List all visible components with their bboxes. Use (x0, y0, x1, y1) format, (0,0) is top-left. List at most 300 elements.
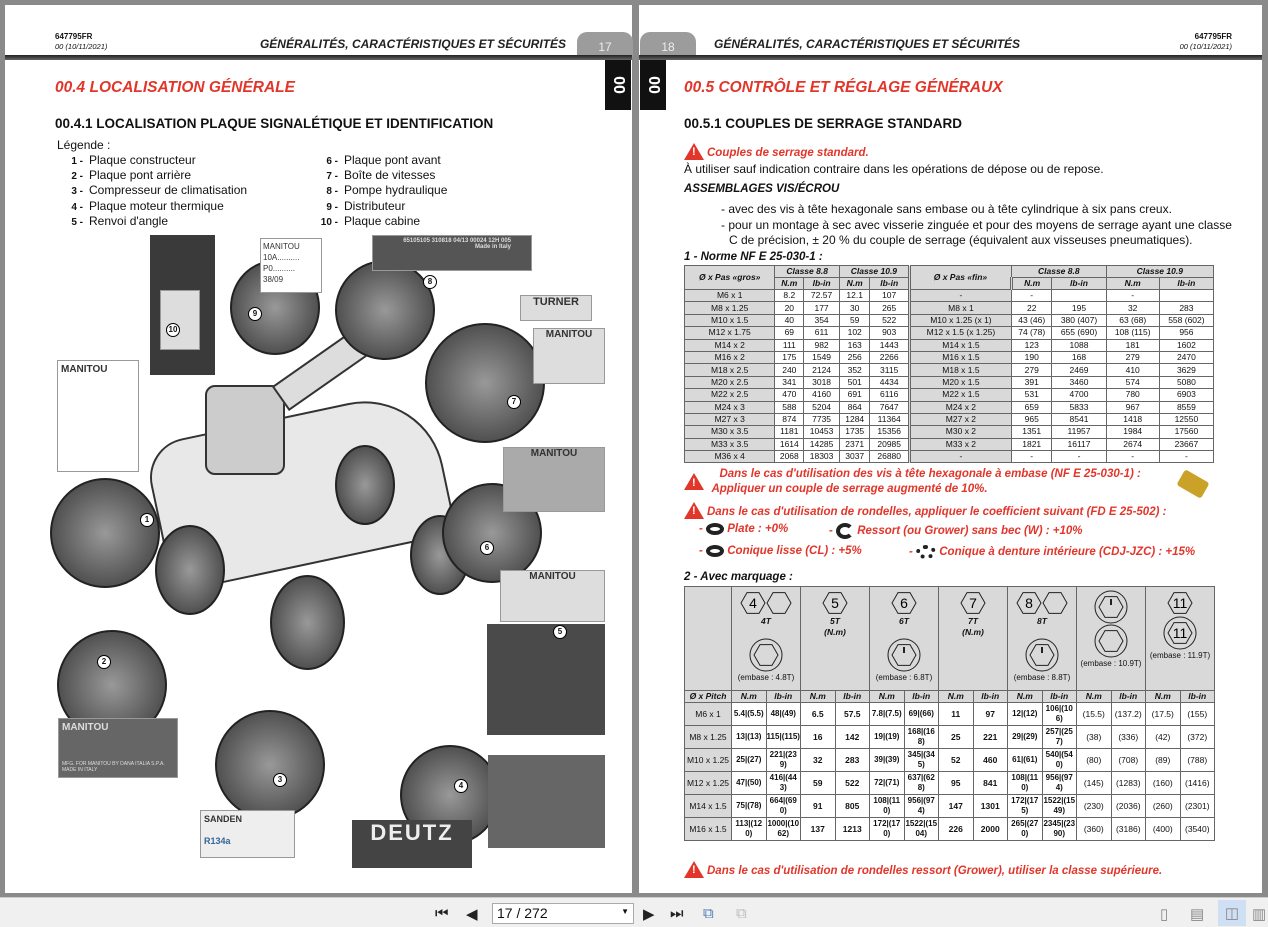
table-row (685, 351, 1214, 363)
bullet-text: - avec des vis à tête hexagonale sans embase ou à tête cylindrique à six pans creux. (721, 202, 1172, 216)
torque-cell: 956|(974) (904, 795, 939, 818)
size-cell: M22 x 1.5 (909, 389, 1011, 401)
callout-7: 7 (507, 395, 521, 409)
unit-header: lb-in (1042, 691, 1077, 703)
legend-number: 7 - (326, 171, 338, 183)
legend-number: 3 - (71, 186, 83, 198)
size-cell: M6 x 1 (685, 290, 775, 302)
unit-header: lb-in (1052, 278, 1106, 290)
column-header: Ø x Pas «fin» (909, 266, 1011, 290)
torque-cell: 7735 (804, 413, 840, 425)
legend-item (55, 168, 191, 182)
unit-header: lb-in (766, 691, 801, 703)
bolt-head-marking-icon (740, 590, 766, 616)
size-cell: M24 x 2 (909, 401, 1011, 413)
torque-cell: 221|(239) (766, 749, 801, 772)
torque-cell: 108|(110) (870, 795, 905, 818)
table-row (685, 376, 1214, 388)
torque-cell: 4160 (804, 389, 840, 401)
torque-cell: - (1159, 451, 1213, 463)
wheel (155, 525, 225, 615)
page-select[interactable]: 17 / 272 ▼ (492, 903, 634, 924)
size-cell: M22 x 2.5 (685, 389, 775, 401)
torque-cell: (145) (1077, 772, 1112, 795)
marking-group-3 (870, 587, 939, 691)
table-row (685, 772, 1215, 795)
torque-cell: 3629 (1159, 364, 1213, 376)
embase-label: (embase : 4.8T) (737, 673, 795, 682)
callout-3: 3 (273, 773, 287, 787)
size-cell: M27 x 3 (685, 413, 775, 425)
torque-cell: 1549 (804, 351, 840, 363)
torque-cell: 1602 (1159, 339, 1213, 351)
page-number-tab: 17 (577, 32, 633, 57)
torque-cell: 2124 (804, 364, 840, 376)
callout-8: 8 (423, 275, 437, 289)
sanden-label: SANDEN R134a (200, 810, 295, 858)
rear-axle-plate: MANITOU MFG. FOR MANITOU BY DANA ITALIA S.P.A. MADE IN ITALY (58, 718, 178, 778)
torque-cell: 1522|(1504) (904, 818, 939, 841)
torque-cell: 8.2 (775, 290, 804, 302)
legend-item (55, 153, 196, 167)
viewer-toolbar (0, 897, 1268, 927)
torque-cell: (15.5) (1077, 703, 1112, 726)
torque-cell: (42) (1146, 726, 1181, 749)
torque-cell: 48|(49) (766, 703, 801, 726)
cab-tag: MANITOU 10A.......... P0.......... 38/09 (260, 238, 322, 293)
torque-cell: 3018 (804, 376, 840, 388)
size-cell: M8 x 1 (909, 302, 1011, 314)
size-cell: M30 x 3.5 (685, 426, 775, 438)
legend-item (310, 199, 405, 213)
torque-cell: 380 (407) (1052, 314, 1106, 326)
table-row (685, 749, 1215, 772)
torque-cell: 63 (68) (1106, 314, 1159, 326)
legend-number: 10 - (320, 216, 338, 228)
torque-cell: 12|(12) (1008, 703, 1043, 726)
legend-label: Légende : (57, 138, 111, 152)
compressor-photo (215, 710, 325, 820)
warning-icon (684, 143, 704, 160)
legend-number: 2 - (71, 171, 83, 183)
torque-cell: 805 (835, 795, 870, 818)
table-row (685, 314, 1214, 326)
bolt-head-marking-icon (749, 638, 783, 672)
continuous-view-icon[interactable]: ▤ (1190, 906, 1205, 923)
torque-cell: 5204 (804, 401, 840, 413)
torque-cell: 522 (835, 772, 870, 795)
torque-cell: 352 (839, 364, 870, 376)
washer-plate: - Plate : +0% (699, 523, 789, 536)
unit-header: N.m (1008, 691, 1043, 703)
doc-date: 00 (10/11/2021) (1179, 42, 1232, 51)
bolt-head-marking-icon (1025, 638, 1059, 672)
torque-cell: 72.57 (804, 290, 840, 302)
legend-number: 9 - (326, 201, 338, 213)
legend-text: Plaque moteur thermique (89, 198, 224, 213)
torque-cell: 501 (839, 376, 870, 388)
torque-cell: (160) (1146, 772, 1181, 795)
torque-cell: 611 (804, 327, 840, 339)
size-cell: M10 x 1.25 (685, 749, 732, 772)
torque-cell: 3115 (870, 364, 909, 376)
torque-cell: 903 (870, 327, 909, 339)
torque-cell: - (1106, 451, 1159, 463)
next-page-button[interactable]: ▶ (643, 906, 655, 923)
torque-cell: 91 (801, 795, 836, 818)
size-cell: M6 x 1 (685, 703, 732, 726)
toothed-washer-icon (916, 545, 936, 559)
torque-cell: 4700 (1052, 389, 1106, 401)
norm-heading: 1 - Norme NF E 25-030-1 : (684, 251, 823, 263)
torque-cell: 11957 (1052, 426, 1106, 438)
chevron-down-icon: ▼ (621, 907, 629, 916)
size-cell: M16 x 2 (685, 351, 775, 363)
size-cell: M16 x 1.5 (909, 351, 1011, 363)
size-cell: M14 x 2 (685, 339, 775, 351)
torque-cell: 257|(257) (1042, 726, 1077, 749)
torque-cell: 841 (973, 772, 1008, 795)
legend-number: 8 - (326, 186, 338, 198)
unit-header: N.m (1106, 278, 1159, 290)
unit-header: lb-in (1111, 691, 1146, 703)
size-cell: M10 x 1.25 (x 1) (909, 314, 1011, 326)
size-cell: - (909, 290, 1011, 302)
single-page-view-icon[interactable]: ▯ (1160, 906, 1169, 923)
torque-cell: 283 (835, 749, 870, 772)
torque-cell: (2036) (1111, 795, 1146, 818)
class-label: 5T (830, 616, 840, 626)
torque-cell: 163 (839, 339, 870, 351)
subsection-title: 00.5.1 COUPLES DE SERRAGE STANDARD (684, 116, 963, 131)
torque-cell: (3540) (1180, 818, 1215, 841)
torque-cell: 2266 (870, 351, 909, 363)
marking-group-6 (1077, 587, 1146, 691)
torque-cell: 137 (801, 818, 836, 841)
unit-header: N.m (775, 278, 804, 290)
torque-cell: 6903 (1159, 389, 1213, 401)
legend-item (310, 183, 447, 197)
torque-cell: 74 (78) (1011, 327, 1051, 339)
legend-number: 4 - (71, 201, 83, 213)
size-cell: M16 x 1.5 (685, 818, 732, 841)
torque-cell: 691 (839, 389, 870, 401)
bolt-head-marking-icon (1094, 624, 1128, 658)
torque-cell: - (1106, 290, 1159, 302)
unit-header: N.m (839, 278, 870, 290)
angle-drive-plate: MANITOU (500, 570, 605, 622)
size-cell: M8 x 1.25 (685, 302, 775, 314)
torque-cell: 1000|(1062) (766, 818, 801, 841)
cab (205, 385, 285, 475)
left-page (5, 5, 632, 893)
torque-cell: 57.5 (835, 703, 870, 726)
bolt-head-marking-icon (1016, 590, 1042, 616)
torque-cell: 1443 (870, 339, 909, 351)
torque-cell: 864 (839, 401, 870, 413)
torque-cell: 16117 (1052, 438, 1106, 450)
torque-cell: 8559 (1159, 401, 1213, 413)
two-page-view-icon[interactable]: ◫ (1218, 900, 1246, 926)
table-row (685, 413, 1214, 425)
table-header-row (685, 266, 1214, 278)
legend-text: Compresseur de climatisation (89, 183, 248, 198)
legend-number: 1 - (71, 156, 83, 167)
marking-group-2 (801, 587, 870, 691)
section-title: 00.5 CONTRÔLE ET RÉGLAGE GÉNÉRAUX (684, 79, 1003, 96)
torque-cell: 61|(61) (1008, 749, 1043, 772)
class-label: 4T (761, 616, 771, 626)
size-cell: M12 x 1.5 (x 1.25) (909, 327, 1011, 339)
torque-cell: (155) (1180, 703, 1215, 726)
table-row (685, 302, 1214, 314)
header-title: GÉNÉRALITÉS, CARACTÉRISTIQUES ET SÉCURITÉS (714, 37, 1021, 51)
torque-cell: 26880 (870, 451, 909, 463)
torque-cell: 22 (1011, 302, 1051, 314)
go-back-view-icon[interactable]: ⧉ (703, 905, 714, 922)
torque-cell: 588 (775, 401, 804, 413)
torque-cell: (400) (1146, 818, 1181, 841)
washer-toothed: - Conique à denture intérieure (CDJ-JZC) : +15% (909, 546, 1196, 559)
torque-cell: 7.8|(7.5) (870, 703, 905, 726)
section-side-tab: 00 (605, 60, 631, 110)
torque-cell: 3460 (1052, 376, 1106, 388)
torque-cell: 97 (973, 703, 1008, 726)
torque-cell: 12.1 (839, 290, 870, 302)
torque-cell: 460 (973, 749, 1008, 772)
callout-9: 9 (248, 307, 262, 321)
torque-cell: 3037 (839, 451, 870, 463)
legend-text: Renvoi d'angle (89, 213, 169, 228)
gearbox-plate: MANITOU (533, 328, 605, 384)
torque-cell: 181 (1106, 339, 1159, 351)
size-cell: M27 x 2 (909, 413, 1011, 425)
table-row (685, 364, 1214, 376)
assemblies-heading: ASSEMBLAGES VIS/ÉCROU (684, 183, 840, 195)
unit-label: (N.m) (824, 627, 846, 637)
legend-item (55, 183, 247, 197)
previous-page-button[interactable]: ◀ (466, 906, 478, 923)
torque-cell: 2345|(2390) (1042, 818, 1077, 841)
embase-label: (embase : 10.9T) (1080, 659, 1142, 668)
table-row (685, 726, 1215, 749)
torque-cell: 7647 (870, 401, 909, 413)
right-page (639, 5, 1262, 893)
warning-flange (684, 467, 1141, 497)
torque-cell: 20985 (870, 438, 909, 450)
torque-cell: 30 (839, 302, 870, 314)
torque-cell: 12550 (1159, 413, 1213, 425)
table-row (685, 426, 1214, 438)
torque-cell: 2068 (775, 451, 804, 463)
torque-cell: 115|(115) (766, 726, 801, 749)
marking-group-1 (732, 587, 801, 691)
torque-cell: (360) (1077, 818, 1112, 841)
unit-header: lb-in (1180, 691, 1215, 703)
torque-cell: 354 (804, 314, 840, 326)
table-row (685, 339, 1214, 351)
size-cell: M30 x 2 (909, 426, 1011, 438)
torque-cell: (1283) (1111, 772, 1146, 795)
torque-cell: (230) (1077, 795, 1112, 818)
torque-cell: 279 (1011, 364, 1051, 376)
torque-cell: 221 (973, 726, 1008, 749)
torque-cell: 2469 (1052, 364, 1106, 376)
torque-cell: 956|(974) (1042, 772, 1077, 795)
torque-cell: 265|(270) (1008, 818, 1043, 841)
bolt-head-marking-icon (960, 590, 986, 616)
column-header: Classe 8.8 (775, 266, 840, 278)
doc-code: 647795FR (1194, 32, 1232, 41)
go-forward-view-icon[interactable]: ⧉ (736, 905, 747, 922)
callout-10: 10 (166, 323, 180, 337)
torque-cell: 967 (1106, 401, 1159, 413)
torque-cell: (89) (1146, 749, 1181, 772)
unit-header: lb-in (1159, 278, 1213, 290)
header-corner (685, 587, 732, 691)
torque-cell: 13|(13) (732, 726, 767, 749)
torque-cell: (260) (1146, 795, 1181, 818)
torque-cell: 106|(106) (1042, 703, 1077, 726)
svg-text:11: 11 (1172, 625, 1188, 641)
torque-cell: 1735 (839, 426, 870, 438)
unit-header: N.m (939, 691, 974, 703)
torque-cell: 659 (1011, 401, 1051, 413)
torque-cell: 1213 (835, 818, 870, 841)
torque-cell: 283 (1159, 302, 1213, 314)
torque-cell: 25|(27) (732, 749, 767, 772)
bolt-head-marking-icon (887, 638, 921, 672)
torque-cell: 1351 (1011, 426, 1051, 438)
torque-cell: 522 (870, 314, 909, 326)
bolt-head-marking-icon (891, 590, 917, 616)
size-cell: M20 x 1.5 (909, 376, 1011, 388)
callout-2: 2 (97, 655, 111, 669)
torque-cell: (137.2) (1111, 703, 1146, 726)
warning-text: Appliquer un couple de serrage augmenté de 10%. (711, 483, 988, 495)
svg-text:7: 7 (969, 595, 977, 611)
torque-cell: 4434 (870, 376, 909, 388)
legend-item (310, 168, 435, 182)
torque-cell (1052, 290, 1106, 302)
legend-item (55, 199, 224, 213)
size-cell: M18 x 2.5 (685, 364, 775, 376)
torque-cell: 279 (1106, 351, 1159, 363)
torque-cell: (788) (1180, 749, 1215, 772)
unit-header: N.m (1146, 691, 1181, 703)
front-axle-plate: MANITOU (503, 447, 605, 512)
unit-header: N.m (1011, 278, 1051, 290)
torque-cell: (2301) (1180, 795, 1215, 818)
torque-cell: 2470 (1159, 351, 1213, 363)
torque-cell: (708) (1111, 749, 1146, 772)
unit-header: lb-in (835, 691, 870, 703)
svg-text:5: 5 (831, 595, 839, 611)
torque-cell: 5.4|(5.5) (732, 703, 767, 726)
washer-spring: - Ressort (ou Grower) sans bec (W) : +10% (829, 523, 1083, 539)
torque-cell: 52 (939, 749, 974, 772)
table-header-row (685, 587, 1215, 691)
cab-plate-photo (150, 235, 215, 375)
torque-cell: 195 (1052, 302, 1106, 314)
torque-cell: 956 (1159, 327, 1213, 339)
torque-cell: 10453 (804, 426, 840, 438)
torque-cell: 6.5 (801, 703, 836, 726)
section-side-tab: 00 (640, 60, 666, 110)
bolt-head-marking-icon (1163, 616, 1197, 650)
torque-cell: 17560 (1159, 426, 1213, 438)
wheel (270, 575, 345, 670)
table-row (685, 438, 1214, 450)
torque-cell: 75|(78) (732, 795, 767, 818)
table-row (685, 389, 1214, 401)
unit-header: N.m (732, 691, 767, 703)
torque-cell: (3186) (1111, 818, 1146, 841)
warning-text: Dans le cas d'utilisation des vis à tête hexagonale à embase (NF E 25-030-1) : (719, 468, 1141, 480)
embase-label: (embase : 8.8T) (1013, 673, 1071, 682)
torque-cell: 874 (775, 413, 804, 425)
legend-item (310, 153, 441, 167)
torque-cell: 177 (804, 302, 840, 314)
deutz-plate: DEUTZ (352, 820, 472, 868)
last-page-button[interactable]: ⏭ (670, 905, 684, 922)
flange-bolt-icon (1176, 469, 1209, 499)
torque-cell: 29|(29) (1008, 726, 1043, 749)
angle-drive-photo (487, 624, 605, 735)
svg-text:8: 8 (1025, 595, 1033, 611)
two-page-continuous-view-icon[interactable]: ▥ (1252, 906, 1267, 923)
first-page-button[interactable]: ⏮ (435, 905, 449, 922)
torque-table-marking (684, 586, 1215, 841)
torque-cell: 15356 (870, 426, 909, 438)
torque-cell: (336) (1111, 726, 1146, 749)
torque-cell: 111 (775, 339, 804, 351)
torque-cell: 175 (775, 351, 804, 363)
torque-cell: 965 (1011, 413, 1051, 425)
torque-cell: 47|(50) (732, 772, 767, 795)
legend-item (55, 214, 168, 228)
legend-number: 5 - (71, 216, 83, 228)
table-row (685, 818, 1215, 841)
torque-cell: 574 (1106, 376, 1159, 388)
size-cell: M10 x 1.5 (685, 314, 775, 326)
table-header-row (685, 691, 1215, 703)
torque-cell: 172|(175) (1008, 795, 1043, 818)
torque-cell: (17.5) (1146, 703, 1181, 726)
warning-icon (684, 861, 704, 878)
torque-cell: 1821 (1011, 438, 1051, 450)
table-row (685, 451, 1214, 463)
legend-text: Plaque constructeur (89, 153, 196, 167)
svg-text:4: 4 (749, 595, 757, 611)
legend-text: Pompe hydraulique (344, 183, 448, 198)
size-cell: - (909, 451, 1011, 463)
callout-4: 4 (454, 779, 468, 793)
torque-cell: 470 (775, 389, 804, 401)
torque-cell: 43 (46) (1011, 314, 1051, 326)
legend-text: Boîte de vitesses (344, 168, 436, 183)
gearbox-photo (425, 323, 545, 443)
torque-cell: 40 (775, 314, 804, 326)
pump-plate: 65105105 310818 04/13 00024 12H 005 Made in Italy (372, 235, 532, 271)
column-header: Classe 10.9 (1106, 266, 1213, 278)
torque-cell: 23667 (1159, 438, 1213, 450)
torque-cell: 69 (775, 327, 804, 339)
header-rule (5, 55, 632, 60)
torque-cell: 256 (839, 351, 870, 363)
warning-text: Dans le cas d'utilisation de rondelles ressort (Grower), utiliser la classe supérieure. (707, 865, 1163, 877)
torque-cell: 142 (835, 726, 870, 749)
